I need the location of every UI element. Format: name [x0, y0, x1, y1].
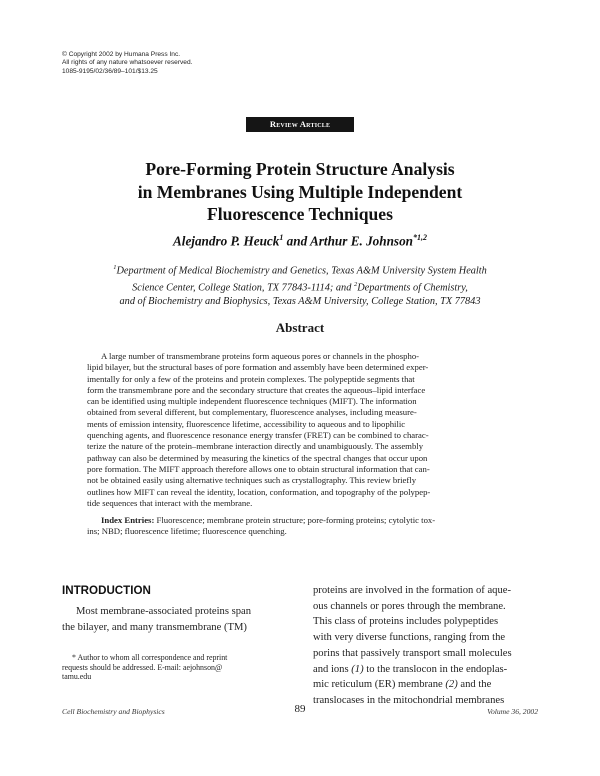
affiliation-line: [60, 261, 540, 278]
abstract-line: lipid bilayer, but the structural bases of pore formation and assembly have been determined exper-: [87, 362, 429, 373]
index-text: Fluorescence; membrane protein structure; pore-forming proteins; cytolytic tox-: [154, 515, 436, 525]
left-column-text: [62, 604, 298, 636]
body-line: This class of proteins includes polypeptides: [313, 616, 499, 628]
body-line: translocases in the mitochondrial membranes: [313, 694, 505, 706]
affiliation-text: Department of Medical Biochemistry and Genetics, Texas A&M University System Health: [116, 265, 487, 277]
body-line: with very diverse functions, ranging from the: [313, 632, 506, 644]
abstract-line: terize the nature of the protein–membrane interaction directly and unambiguously. The assembly: [87, 441, 424, 452]
abstract-line: pore formation. The MIFT approach therefore allows one to obtain structural information that can-: [87, 463, 430, 474]
abstract-line: A large number of transmembrane proteins form aqueous pores or channels in the phospho-: [101, 351, 420, 361]
affiliation-text: Departments of Chemistry,: [357, 282, 468, 294]
abstract-line: can be identified using multiple independent fluorescence techniques (MIFT). The information: [87, 396, 417, 407]
body-line: Most membrane-associated proteins span: [76, 606, 252, 617]
abstract-line: tide sequences that interact with the membrane.: [87, 497, 253, 508]
abstract-line: quenching agents, and fluorescence resonance energy transfer (FRET) can be combined to charac-: [87, 430, 429, 441]
journal-name: Cell Biochemistry and Biophysics: [62, 707, 165, 716]
author-name: Alejandro P. Heuck: [172, 233, 280, 249]
footnote-line: * Author to whom all correspondence and reprint: [72, 653, 228, 662]
index-entries: [87, 515, 513, 538]
page-number: 89: [294, 703, 306, 715]
abstract-line: imentally for only a few of the proteins and protein complexes. The polypeptide segments that: [87, 373, 415, 384]
volume-info: Volume 36, 2002: [487, 707, 538, 716]
author-name: Arthur E. Johnson: [310, 233, 413, 249]
body-text: and ions: [313, 663, 352, 675]
section-heading: INTRODUCTION: [62, 584, 151, 597]
affiliation-mark: 1: [113, 264, 117, 271]
author-list: [60, 233, 540, 249]
footnote-line: tamu.edu: [62, 672, 92, 682]
abstract-line: outlines how MIFT can reveal the identity, location, conformation, and topography of the polypep-: [87, 486, 431, 497]
author-conjunction: and: [283, 233, 310, 249]
correspondence-footnote: [62, 653, 298, 682]
body-text: and the: [457, 679, 492, 691]
index-line: [87, 515, 513, 526]
rights-line: All rights of any nature whatsoever reserved.: [62, 59, 193, 67]
body-line: proteins are involved in the formation of aque-: [313, 585, 511, 596]
abstract-line: pathway can also be determined by measuring the kinetics of the spectral changes that occur upon: [87, 452, 428, 463]
affiliation-line: and of Biochemistry and Biophysics, Texas A&M University, College Station, TX 77843: [119, 295, 481, 307]
article-title: [60, 158, 540, 226]
body-line: [313, 662, 539, 678]
abstract-heading: Abstract: [275, 320, 325, 335]
abstract-body: [87, 351, 513, 509]
footnote-line: requests should be addressed. E-mail: aejohnson@: [62, 662, 223, 672]
author-affiliation-mark: 1: [279, 233, 284, 242]
copyright-notice: [62, 51, 362, 76]
title-line: in Membranes Using Multiple Independent: [137, 181, 463, 202]
body-line: [313, 677, 539, 693]
body-text: to the translocon in the endoplas-: [363, 663, 508, 675]
issn-line: 1085-9195/02/36/89–101/$13.25: [62, 67, 158, 75]
title-line: Pore-Forming Protein Structure Analysis: [145, 159, 455, 179]
affiliation-mark: 2: [353, 280, 358, 288]
right-column-text: [313, 583, 539, 709]
abstract-line: form the transmembrane pore and the secondary structure that creates the aqueous–lipid interface: [87, 384, 426, 395]
author-affiliation-mark: *1,2: [413, 233, 427, 242]
index-line: ins; NBD; fluorescence lifetime; fluorescence quenching.: [87, 526, 287, 537]
affiliations: [60, 261, 540, 308]
body-line: ous channels or pores through the membrane.: [313, 600, 506, 612]
abstract-line: ments of emission intensity, fluorescence lifetime, accessibility to aqueous and to lipophilic: [87, 418, 406, 429]
article-type-badge: Review Article: [246, 117, 354, 132]
body-line: the bilayer, and many transmembrane (TM): [62, 621, 247, 633]
body-text: mic reticulum (ER) membrane: [313, 679, 446, 691]
title-line: Fluorescence Techniques: [207, 204, 393, 224]
copyright-line: © Copyright 2002 by Humana Press Inc.: [62, 51, 181, 58]
abstract-line: not be obtained easily using alternative techniques such as crystallography. This review briefly: [87, 475, 417, 486]
citation-ref: (2): [445, 679, 458, 691]
index-label: Index Entries:: [101, 515, 155, 525]
body-line: porins that passively transport small molecules: [313, 647, 512, 659]
abstract-line: obtained from several different, but complementary, fluorescence analyses, including measure-: [87, 407, 417, 418]
citation-ref: (1): [351, 663, 364, 675]
affiliation-line: [60, 278, 540, 295]
affiliation-text: Science Center, College Station, TX 77843-1114; and: [132, 282, 354, 294]
